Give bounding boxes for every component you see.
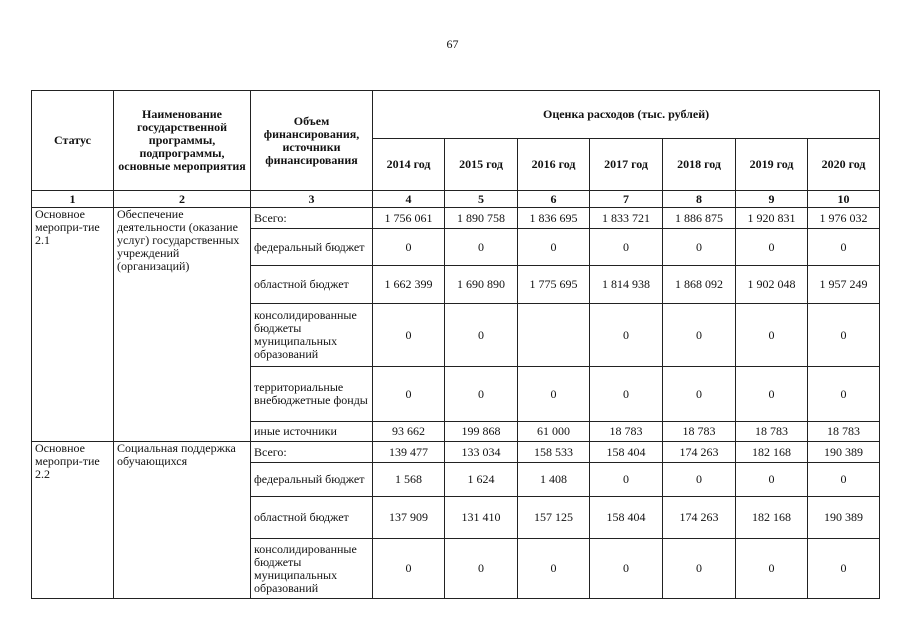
header-funding: Объем финансирования, источники финансирования [251,91,373,191]
value-cell: 1 902 048 [736,266,808,304]
value-cell: 158 404 [590,442,663,463]
value-cell: 174 263 [663,442,736,463]
column-index-row [32,191,880,208]
value-cell: 1 662 399 [373,266,445,304]
value-cell: 158 533 [518,442,590,463]
value-cell: 1 775 695 [518,266,590,304]
value-cell: 158 404 [590,497,663,539]
funding-source: иные источники [251,422,373,442]
value-cell: 1 868 092 [663,266,736,304]
value-cell: 1 568 [373,463,445,497]
value-cell: 0 [736,304,808,367]
header-year: 2016 год [518,139,590,191]
value-cell: 190 389 [808,442,880,463]
page-number: 67 [446,37,459,51]
value-cell: 18 783 [736,422,808,442]
column-index: 6 [518,191,590,208]
value-cell: 18 783 [590,422,663,442]
value-cell: 93 662 [373,422,445,442]
value-cell: 0 [808,463,880,497]
value-cell: 1 920 831 [736,208,808,229]
funding-source: территориальные внебюджетные фонды [251,367,373,422]
value-cell: 1 890 758 [445,208,518,229]
value-cell: 0 [590,229,663,266]
header-year: 2014 год [373,139,445,191]
table-row [32,442,880,463]
column-index: 10 [808,191,880,208]
value-cell: 61 000 [518,422,590,442]
status-cell: Основное меропри-тие 2.1 [32,208,114,442]
program-name-cell: Социальная поддержка обучающихся [114,442,251,599]
value-cell: 0 [373,304,445,367]
value-cell: 182 168 [736,442,808,463]
value-cell: 18 783 [663,422,736,442]
header-year: 2020 год [808,139,880,191]
value-cell: 0 [518,229,590,266]
value-cell: 0 [373,229,445,266]
value-cell: 0 [445,367,518,422]
value-cell: 1 814 938 [590,266,663,304]
value-cell: 0 [590,304,663,367]
value-cell: 157 125 [518,497,590,539]
value-cell: 0 [808,229,880,266]
value-cell: 0 [373,539,445,599]
value-cell: 0 [663,304,736,367]
value-cell: 174 263 [663,497,736,539]
value-cell: 0 [736,539,808,599]
value-cell: 137 909 [373,497,445,539]
funding-source: областной бюджет [251,266,373,304]
value-cell: 1 690 890 [445,266,518,304]
value-cell: 0 [736,229,808,266]
value-cell: 1 976 032 [808,208,880,229]
value-cell: 0 [518,367,590,422]
header-status: Статус [32,91,114,191]
value-cell: 0 [590,539,663,599]
funding-source: областной бюджет [251,497,373,539]
funding-source: федеральный бюджет [251,463,373,497]
expenditure-table [31,90,880,599]
value-cell: 1 833 721 [590,208,663,229]
value-cell: 0 [445,304,518,367]
value-cell: 0 [663,539,736,599]
funding-source: консолидированные бюджеты муниципальных образований [251,304,373,367]
value-cell: 1 836 695 [518,208,590,229]
value-cell: 0 [373,367,445,422]
value-cell: 0 [445,229,518,266]
value-cell: 1 756 061 [373,208,445,229]
value-cell: 133 034 [445,442,518,463]
value-cell: 0 [808,304,880,367]
header-year: 2019 год [736,139,808,191]
column-index: 7 [590,191,663,208]
value-cell: 0 [663,463,736,497]
column-index: 9 [736,191,808,208]
funding-source: Всего: [251,208,373,229]
value-cell: 1 624 [445,463,518,497]
header-year: 2015 год [445,139,518,191]
funding-source: Всего: [251,442,373,463]
program-name-cell: Обеспечение деятельности (оказание услуг) государственных учреждений (организаций) [114,208,251,442]
funding-source: федеральный бюджет [251,229,373,266]
value-cell: 0 [590,367,663,422]
value-cell: 1 957 249 [808,266,880,304]
value-cell: 131 410 [445,497,518,539]
value-cell: 1 886 875 [663,208,736,229]
value-cell: 0 [590,463,663,497]
column-index: 8 [663,191,736,208]
column-index: 1 [32,191,114,208]
value-cell: 190 389 [808,497,880,539]
column-index: 5 [445,191,518,208]
funding-source: консолидированные бюджеты муниципальных образований [251,539,373,599]
value-cell: 0 [445,539,518,599]
column-index: 3 [251,191,373,208]
value-cell: 0 [808,367,880,422]
header-program-name: Наименование государственной программы, подпрограммы, основные мероприятия [114,91,251,191]
value-cell: 0 [663,367,736,422]
value-cell: 0 [663,229,736,266]
value-cell: 0 [808,539,880,599]
value-cell: 18 783 [808,422,880,442]
value-cell: 0 [518,539,590,599]
table-row [32,208,880,229]
value-cell: 139 477 [373,442,445,463]
value-cell: 1 408 [518,463,590,497]
value-cell: 199 868 [445,422,518,442]
value-cell [518,304,590,367]
value-cell: 182 168 [736,497,808,539]
column-index: 2 [114,191,251,208]
header-year: 2017 год [590,139,663,191]
header-year: 2018 год [663,139,736,191]
status-cell: Основное меропри-тие 2.2 [32,442,114,599]
value-cell: 0 [736,367,808,422]
value-cell: 0 [736,463,808,497]
column-index: 4 [373,191,445,208]
header-estimate: Оценка расходов (тыс. рублей) [373,91,880,139]
